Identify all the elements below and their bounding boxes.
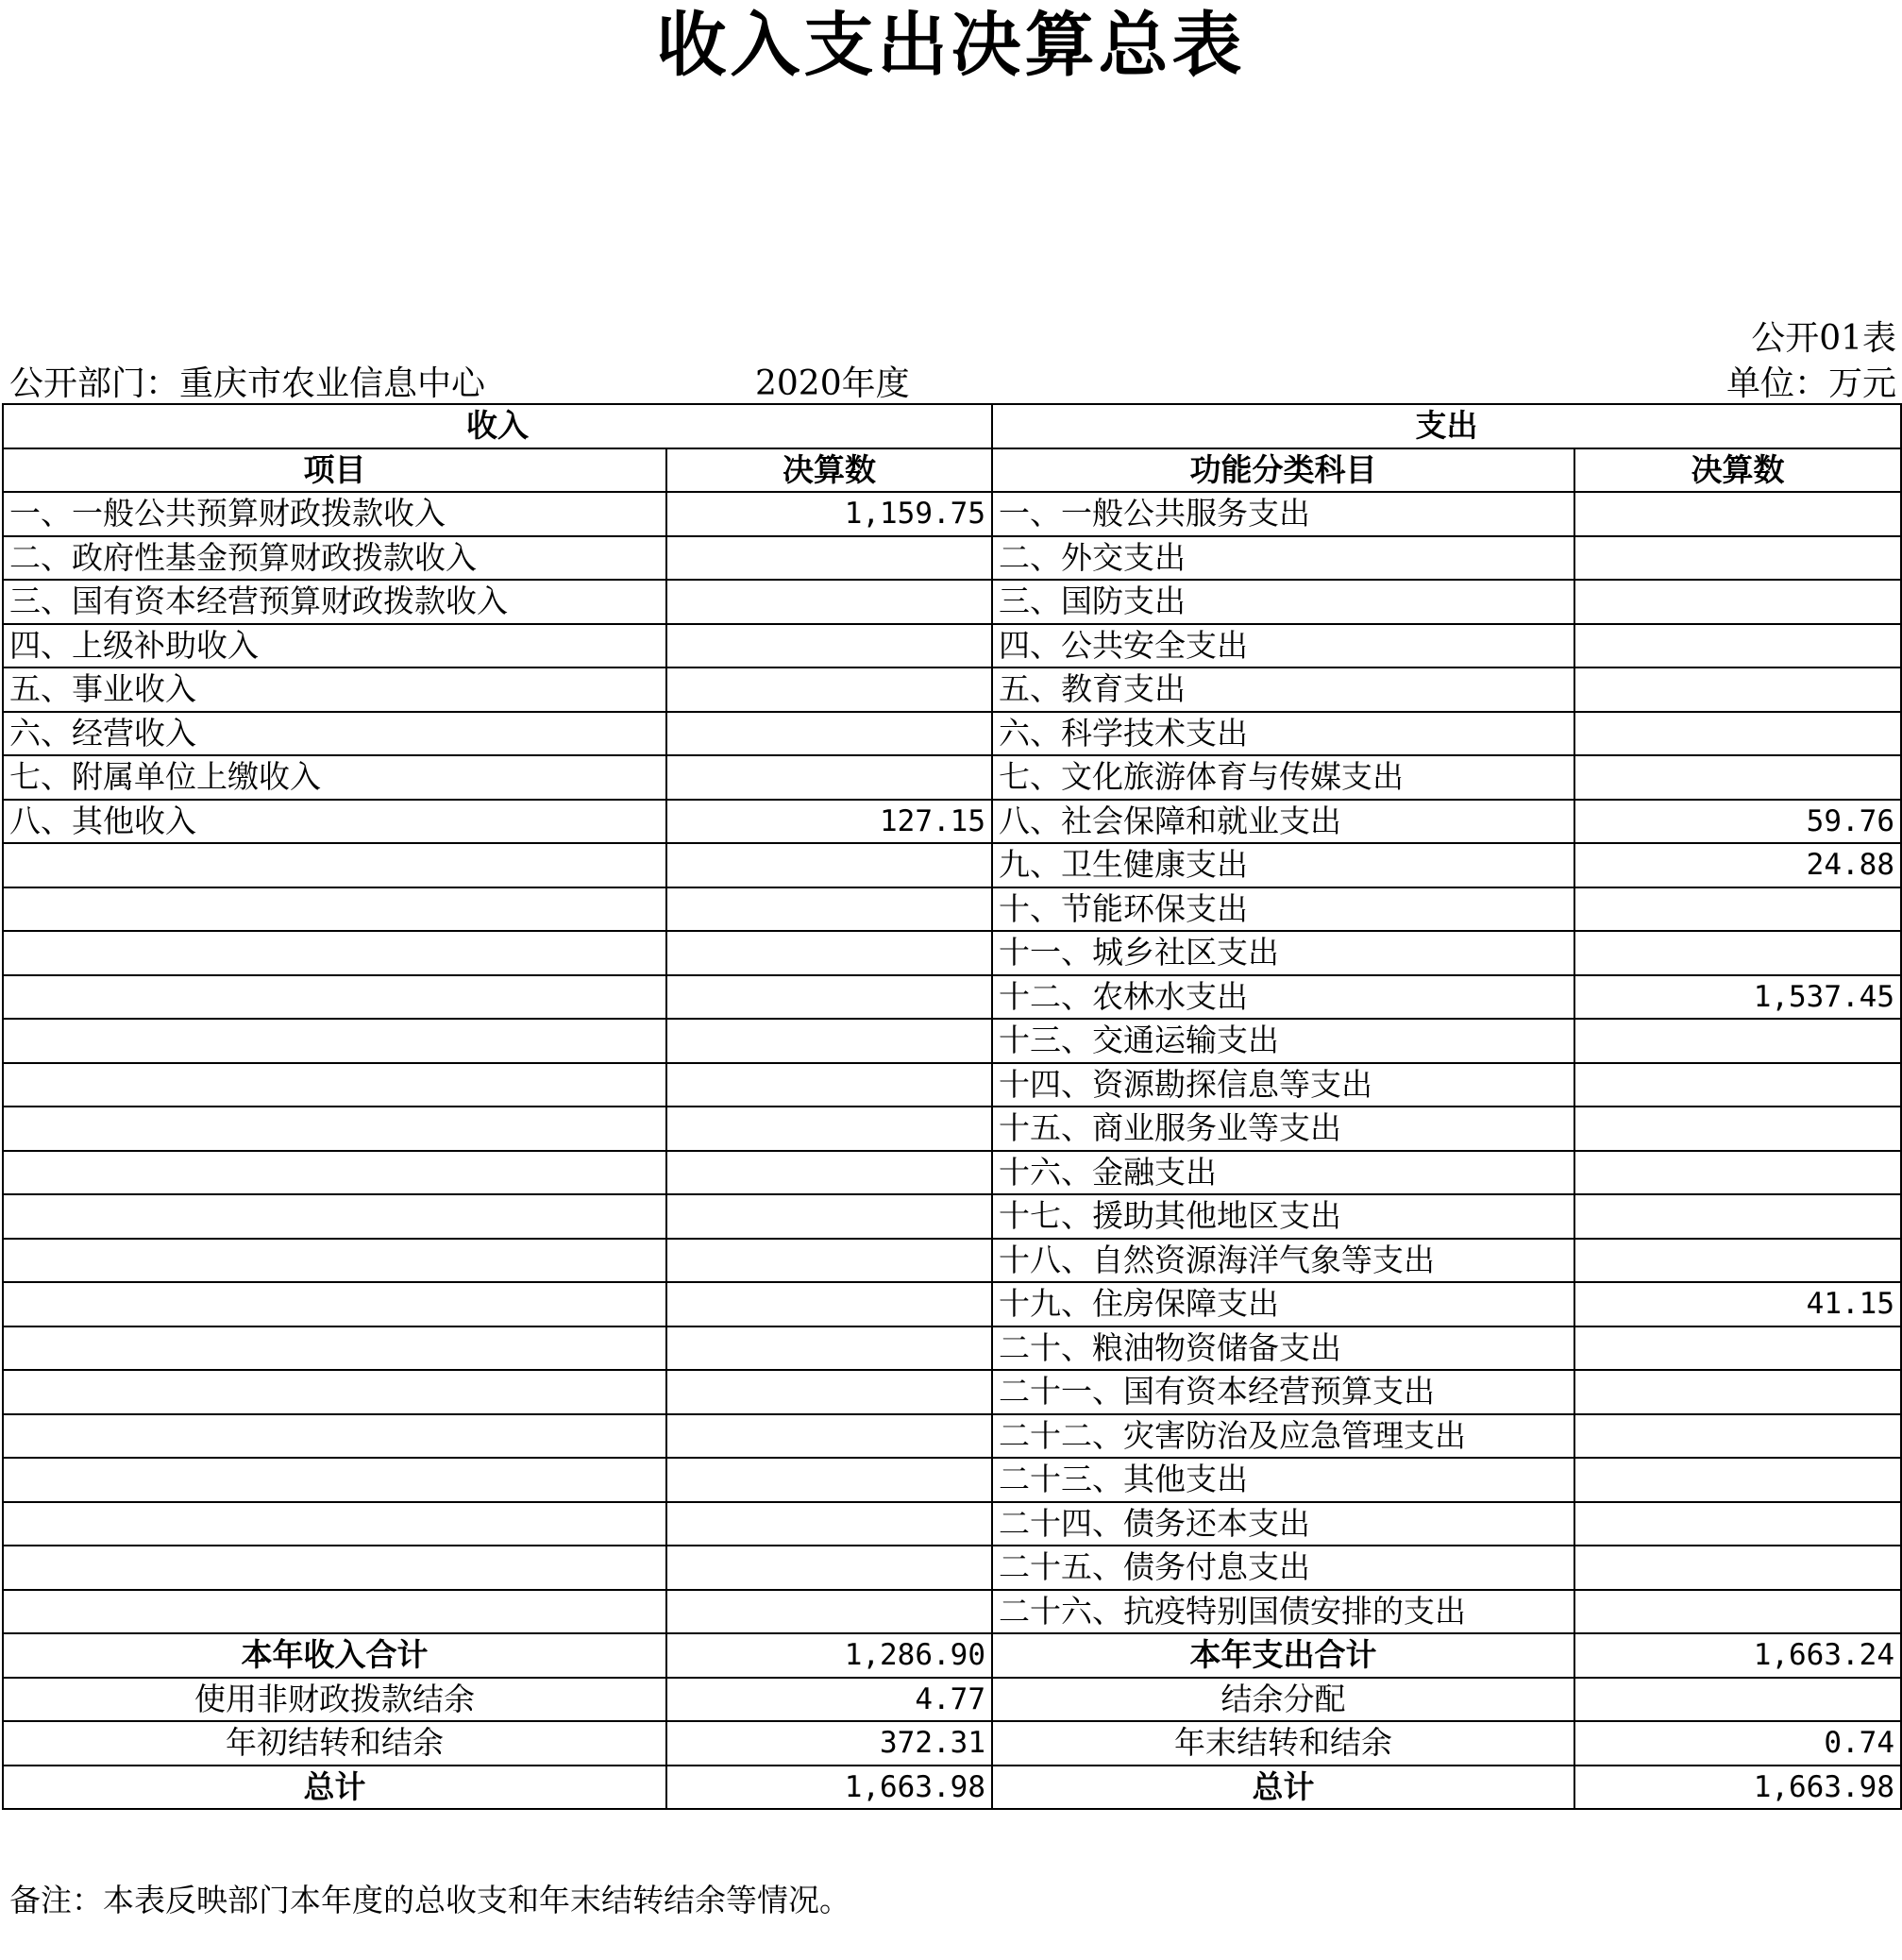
table-row: [3, 1239, 1901, 1283]
expense-item-cell: 十二、农林水支出: [992, 975, 1574, 1020]
expense-item-cell: 十六、金融支出: [992, 1151, 1574, 1195]
summary-income-label: 年初结转和结余: [3, 1721, 666, 1766]
income-item-cell: [3, 1019, 666, 1063]
summary-income-label: 总计: [3, 1766, 666, 1810]
income-item-cell: 四、上级补助收入: [3, 624, 666, 668]
table-row: [3, 887, 1901, 932]
income-item-cell: [3, 1282, 666, 1326]
summary-expense-amount: 0.74: [1574, 1721, 1901, 1766]
income-item-cell: [3, 1151, 666, 1195]
expense-amount-cell: [1574, 1326, 1901, 1371]
table-row: [3, 800, 1901, 844]
income-item-cell: [3, 1502, 666, 1546]
expense-item-cell: 十一、城乡社区支出: [992, 931, 1574, 975]
income-item-cell: 七、附属单位上缴收入: [3, 755, 666, 800]
expense-amount-cell: [1574, 1546, 1901, 1590]
expense-item-cell: 五、教育支出: [992, 667, 1574, 712]
expense-amount-cell: [1574, 1107, 1901, 1151]
summary-expense-amount: 1,663.98: [1574, 1766, 1901, 1810]
expense-amount-cell: [1574, 931, 1901, 975]
summary-expense-label: 总计: [992, 1766, 1574, 1810]
table-row: [3, 712, 1901, 756]
expense-amount-cell: [1574, 1370, 1901, 1414]
income-amount-cell: [666, 1502, 992, 1546]
col-category-header: 功能分类科目: [992, 448, 1574, 493]
unit-label: 单位：万元: [1725, 364, 1896, 403]
table-row: [3, 1326, 1901, 1371]
year-label: 2020年度: [755, 364, 910, 403]
income-item-cell: 五、事业收入: [3, 667, 666, 712]
income-item-cell: [3, 1326, 666, 1371]
page-title: 收入支出决算总表: [656, 5, 1246, 86]
table-row: [3, 1590, 1901, 1634]
meta-row: [9, 357, 1896, 404]
income-header: 收入: [3, 404, 992, 448]
income-amount-cell: [666, 1414, 992, 1459]
col-item-header: 项目: [3, 448, 666, 493]
expense-amount-cell: [1574, 712, 1901, 756]
expense-item-cell: 二十六、抗疫特别国债安排的支出: [992, 1590, 1574, 1634]
expense-amount-cell: [1574, 624, 1901, 668]
income-item-cell: [3, 1107, 666, 1151]
expense-item-cell: 一、一般公共服务支出: [992, 492, 1574, 536]
table-row: [3, 755, 1901, 800]
expense-amount-cell: [1574, 1194, 1901, 1239]
footnote: 备注：本表反映部门本年度的总收支和年末结转结余等情况。: [9, 1882, 850, 1918]
expense-item-cell: 三、国防支出: [992, 580, 1574, 624]
summary-expense-label: 年末结转和结余: [992, 1721, 1574, 1766]
table-row: [3, 492, 1901, 536]
summary-income-amount: 372.31: [666, 1721, 992, 1766]
income-amount-cell: [666, 931, 992, 975]
summary-expense-label: 结余分配: [992, 1678, 1574, 1722]
expense-amount-cell: [1574, 1502, 1901, 1546]
income-amount-cell: [666, 755, 992, 800]
summary-row: [3, 1633, 1901, 1678]
expense-header: 支出: [992, 404, 1901, 448]
income-item-cell: [3, 843, 666, 887]
income-item-cell: 三、国有资本经营预算财政拨款收入: [3, 580, 666, 624]
col-amount2-header: 决算数: [1574, 448, 1901, 493]
income-item-cell: [3, 1239, 666, 1283]
table-row: [3, 1502, 1901, 1546]
income-amount-cell: 1,159.75: [666, 492, 992, 536]
table-row: [3, 975, 1901, 1020]
income-amount-cell: [666, 843, 992, 887]
summary-income-label: 使用非财政拨款结余: [3, 1678, 666, 1722]
income-item-cell: [3, 887, 666, 932]
table-row: [3, 580, 1901, 624]
income-amount-cell: [666, 667, 992, 712]
expense-item-cell: 十三、交通运输支出: [992, 1019, 1574, 1063]
summary-income-amount: 1,286.90: [666, 1633, 992, 1678]
table-row: [3, 1107, 1901, 1151]
summary-row: [3, 1721, 1901, 1766]
income-item-cell: [3, 1590, 666, 1634]
expense-item-cell: 十四、资源勘探信息等支出: [992, 1063, 1574, 1107]
income-item-cell: [3, 975, 666, 1020]
col-amount-header: 决算数: [666, 448, 992, 493]
table-row: [3, 1546, 1901, 1590]
expense-item-cell: 七、文化旅游体育与传媒支出: [992, 755, 1574, 800]
expense-item-cell: 四、公共安全支出: [992, 624, 1574, 668]
income-amount-cell: [666, 712, 992, 756]
expense-amount-cell: [1574, 887, 1901, 932]
expense-amount-cell: [1574, 1458, 1901, 1502]
expense-item-cell: 九、卫生健康支出: [992, 843, 1574, 887]
income-amount-cell: [666, 1326, 992, 1371]
table-row: [3, 667, 1901, 712]
income-amount-cell: [666, 1019, 992, 1063]
expense-amount-cell: [1574, 1239, 1901, 1283]
income-item-cell: [3, 1546, 666, 1590]
table-row: [3, 1194, 1901, 1239]
expense-item-cell: 十、节能环保支出: [992, 887, 1574, 932]
expense-amount-cell: [1574, 536, 1901, 581]
income-amount-cell: [666, 1458, 992, 1502]
expense-amount-cell: [1574, 1414, 1901, 1459]
income-amount-cell: 127.15: [666, 800, 992, 844]
table-row: [3, 1019, 1901, 1063]
income-item-cell: [3, 1458, 666, 1502]
income-item-cell: [3, 1414, 666, 1459]
department-label: 公开部门：重庆市农业信息中心: [9, 364, 486, 403]
expense-item-cell: 二十、粮油物资储备支出: [992, 1326, 1574, 1371]
table-row: [3, 1370, 1901, 1414]
income-amount-cell: [666, 1370, 992, 1414]
income-amount-cell: [666, 887, 992, 932]
budget-table: [2, 403, 1902, 1810]
expense-item-cell: 十九、住房保障支出: [992, 1282, 1574, 1326]
expense-amount-cell: [1574, 1019, 1901, 1063]
expense-amount-cell: [1574, 1063, 1901, 1107]
income-amount-cell: [666, 1546, 992, 1590]
expense-amount-cell: [1574, 755, 1901, 800]
expense-item-cell: 二十二、灾害防治及应急管理支出: [992, 1414, 1574, 1459]
table-section-header: [3, 404, 1901, 448]
expense-amount-cell: [1574, 492, 1901, 536]
income-amount-cell: [666, 1239, 992, 1283]
income-amount-cell: [666, 1590, 992, 1634]
expense-amount-cell: 1,537.45: [1574, 975, 1901, 1020]
expense-item-cell: 二十五、债务付息支出: [992, 1546, 1574, 1590]
income-item-cell: 一、一般公共预算财政拨款收入: [3, 492, 666, 536]
table-row: [3, 1414, 1901, 1459]
income-amount-cell: [666, 1194, 992, 1239]
income-amount-cell: [666, 1063, 992, 1107]
income-item-cell: 二、政府性基金预算财政拨款收入: [3, 536, 666, 581]
expense-amount-cell: [1574, 580, 1901, 624]
expense-amount-cell: 41.15: [1574, 1282, 1901, 1326]
table-row: [3, 931, 1901, 975]
summary-income-amount: 4.77: [666, 1678, 992, 1722]
expense-item-cell: 八、社会保障和就业支出: [992, 800, 1574, 844]
expense-amount-cell: [1574, 667, 1901, 712]
table-row: [3, 1458, 1901, 1502]
summary-row: [3, 1678, 1901, 1722]
expense-item-cell: 二十一、国有资本经营预算支出: [992, 1370, 1574, 1414]
income-item-cell: 六、经营收入: [3, 712, 666, 756]
expense-item-cell: 六、科学技术支出: [992, 712, 1574, 756]
table-row: [3, 1282, 1901, 1326]
table-row: [3, 1063, 1901, 1107]
summary-income-label: 本年收入合计: [3, 1633, 666, 1678]
summary-row: [3, 1766, 1901, 1810]
income-amount-cell: [666, 536, 992, 581]
summary-expense-label: 本年支出合计: [992, 1633, 1574, 1678]
expense-item-cell: 二十三、其他支出: [992, 1458, 1574, 1502]
expense-amount-cell: [1574, 1590, 1901, 1634]
form-code: 公开01表: [1751, 319, 1896, 358]
summary-expense-amount: [1574, 1678, 1901, 1722]
expense-item-cell: 十七、援助其他地区支出: [992, 1194, 1574, 1239]
income-amount-cell: [666, 1151, 992, 1195]
income-amount-cell: [666, 580, 992, 624]
table-row: [3, 1151, 1901, 1195]
income-amount-cell: [666, 1107, 992, 1151]
income-amount-cell: [666, 1282, 992, 1326]
expense-amount-cell: 59.76: [1574, 800, 1901, 844]
income-amount-cell: [666, 975, 992, 1020]
expense-amount-cell: [1574, 1151, 1901, 1195]
expense-item-cell: 二、外交支出: [992, 536, 1574, 581]
summary-income-amount: 1,663.98: [666, 1766, 992, 1810]
table-row: [3, 536, 1901, 581]
income-amount-cell: [666, 624, 992, 668]
income-item-cell: [3, 1370, 666, 1414]
income-item-cell: 八、其他收入: [3, 800, 666, 844]
summary-expense-amount: 1,663.24: [1574, 1633, 1901, 1678]
income-item-cell: [3, 1194, 666, 1239]
expense-amount-cell: 24.88: [1574, 843, 1901, 887]
table-row: [3, 624, 1901, 668]
expense-item-cell: 十八、自然资源海洋气象等支出: [992, 1239, 1574, 1283]
expense-item-cell: 二十四、债务还本支出: [992, 1502, 1574, 1546]
table-row: [3, 843, 1901, 887]
income-item-cell: [3, 931, 666, 975]
table-column-header: [3, 448, 1901, 493]
expense-item-cell: 十五、商业服务业等支出: [992, 1107, 1574, 1151]
income-item-cell: [3, 1063, 666, 1107]
